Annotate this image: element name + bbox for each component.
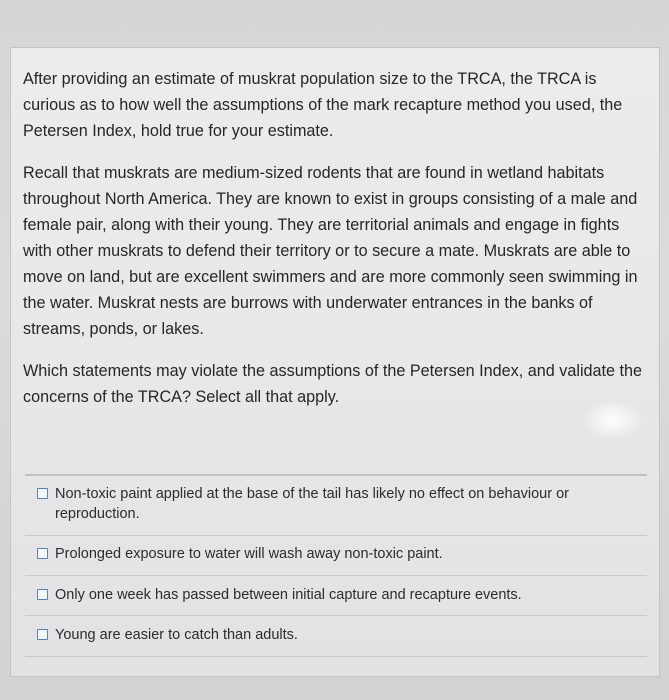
question-prompt: Which statements may violate the assumptions of the Petersen Index, and validate the concerns of the TRCA? Select all that apply. — [23, 362, 643, 406]
option-divider — [25, 615, 647, 616]
question-intro: After providing an estimate of muskrat population size to the TRCA, the TRCA is curious as to how well the assumptions of the mark recapture method you used, the Petersen Index, hold true for your estimate. — [23, 70, 623, 140]
option-divider — [25, 656, 647, 657]
checkbox-1[interactable] — [37, 488, 48, 499]
option-divider — [25, 535, 647, 536]
option-4[interactable] — [37, 625, 637, 645]
options-top-divider — [25, 474, 647, 476]
option-1-label: Non-toxic paint applied at the base of the tail has likely no effect on behaviour or reproduction. — [55, 486, 569, 522]
option-4-label: Young are easier to catch than adults. — [55, 627, 298, 643]
option-3[interactable] — [37, 585, 637, 605]
option-3-label: Only one week has passed between initial capture and recapture events. — [55, 587, 522, 603]
option-divider — [25, 575, 647, 576]
checkbox-4[interactable] — [37, 629, 48, 640]
checkbox-2[interactable] — [37, 548, 48, 559]
option-1[interactable] — [37, 484, 637, 524]
question-panel — [10, 47, 660, 677]
option-2-label: Prolonged exposure to water will wash away non-toxic paint. — [55, 546, 443, 562]
question-context: Recall that muskrats are medium-sized rodents that are found in wetland habitats throughout North America. They are known to exist in groups consisting of a male and female pair, along with their young. They are territorial animals and engage in fights with other muskrats to defend their territory or to secure a mate. Muskrats are able to move on land, but are excellent swimmers and are more commonly seen swimming in the water. Muskrat nests are burrows with underwater entrances in the banks of streams, ponds, or lakes. — [23, 164, 638, 338]
option-2[interactable] — [37, 544, 637, 564]
checkbox-3[interactable] — [37, 589, 48, 600]
